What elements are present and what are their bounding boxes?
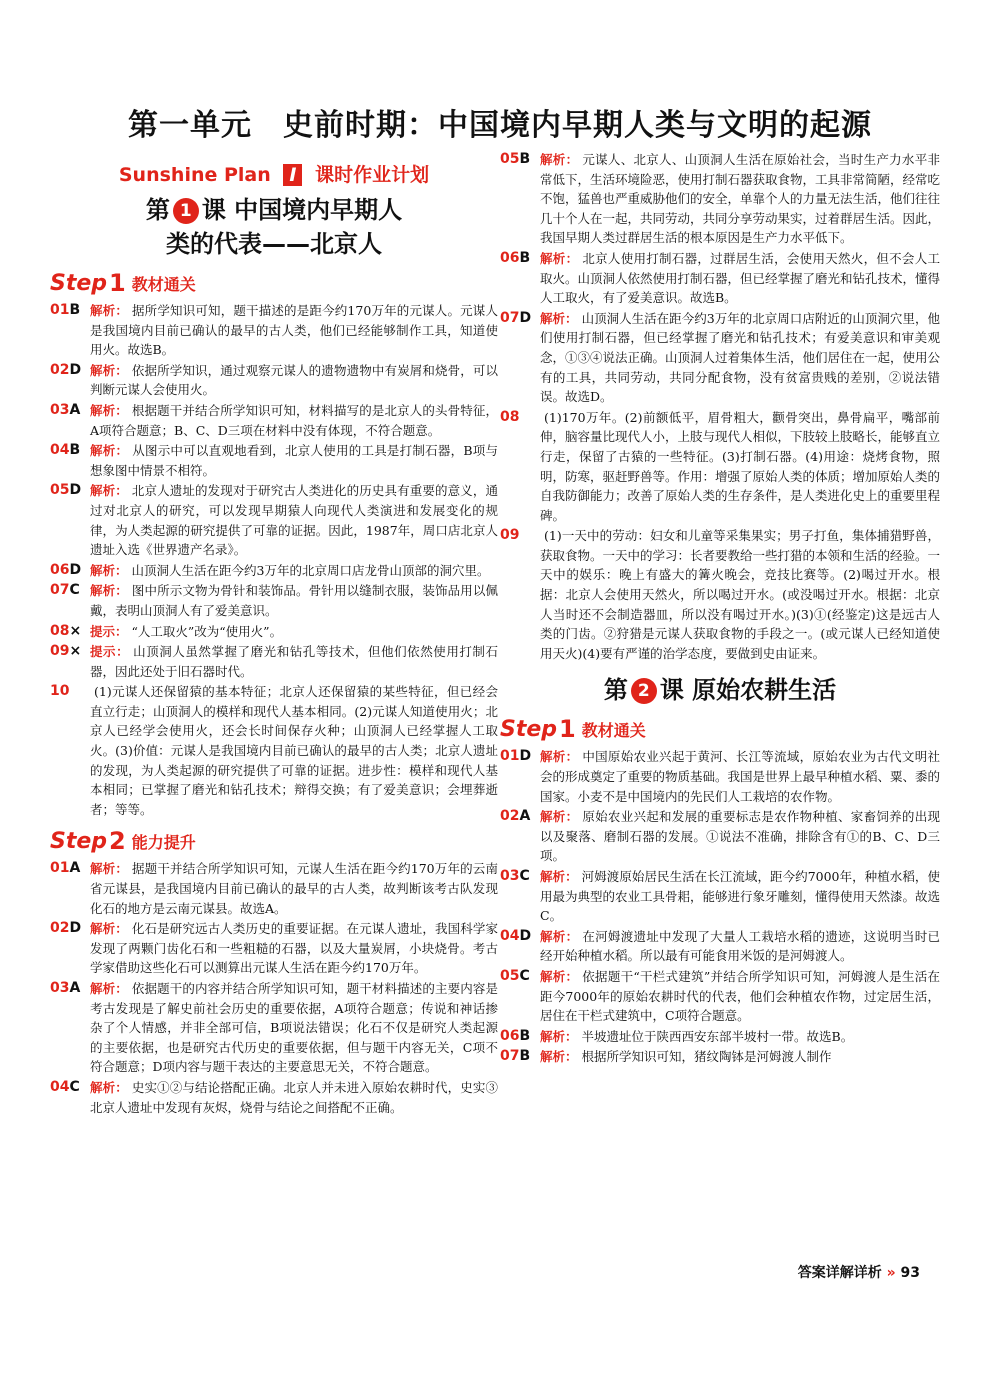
answer-text xyxy=(90,581,498,620)
answer-number xyxy=(500,867,540,926)
step-label: 教材通关 xyxy=(581,720,646,740)
answer-list-right-lesson2 xyxy=(500,747,940,1067)
step-1-header-lesson2 xyxy=(500,715,940,743)
answer-text xyxy=(540,1027,940,1047)
analysis-keyword: 解析： xyxy=(90,483,128,499)
answer-number xyxy=(50,979,90,1077)
analysis-keyword: 解析： xyxy=(540,968,579,984)
answer-text xyxy=(90,441,498,480)
analysis-text: 根据所学知识可知，猪纹陶钵是河姆渡人制作 xyxy=(581,1049,832,1065)
answer-number xyxy=(50,441,90,480)
analysis-keyword: 解析： xyxy=(540,1049,578,1065)
lesson-suffix: 课 xyxy=(659,676,684,705)
answer-text xyxy=(540,249,940,308)
item-answer: B xyxy=(69,302,81,318)
answer-item xyxy=(500,1047,940,1067)
answer-number xyxy=(500,526,540,663)
analysis-keyword: 解析： xyxy=(540,749,579,765)
item-answer: C xyxy=(519,868,530,884)
item-answer: A xyxy=(69,401,81,418)
answer-number xyxy=(50,859,90,918)
item-answer: B xyxy=(519,1048,531,1065)
analysis-keyword: 解析： xyxy=(90,921,128,937)
analysis-text: 依据题干的内容并结合所学知识可知，题干材料描述的主要内容是考古发现是了解史前社会历史的重要依据，A项符合题意；传说和神话掺杂了个人情感，并非全部可信，B项说法错误；化石不仅是研究人类起源的主要依据，也是研究古代历史的重要依据，但与题干内容无关，C项不符合题意；D项内容与题干表达的主要意思无关，不符合题意。 xyxy=(90,981,498,1075)
answer-number xyxy=(50,622,90,642)
lesson-number: 2 xyxy=(631,678,657,704)
analysis-keyword: 解析： xyxy=(90,562,128,578)
answer-number xyxy=(500,249,540,308)
analysis-text: 北京人使用打制石器，过群居生活，会使用天然火，但不会人工取火。山顶洞人依然使用打制石器，但已经掌握了磨光和钻孔技术，懂得人工取火，有了爱美意识。故选B。 xyxy=(540,250,941,306)
analysis-keyword: 解析： xyxy=(90,1079,128,1095)
answer-number xyxy=(500,1047,540,1067)
analysis-text: 据题干并结合所学知识可知，元谋人生活在距今约170万年的云南省元谋县，是我国境内目前已确认的最早的古人类，故判断该考古队发现化石的地方是云南元谋县。故选A。 xyxy=(90,861,498,916)
analysis-keyword: 解析： xyxy=(90,303,129,318)
analysis-text: 依据题干“干栏式建筑”并结合所学知识可知，河姆渡人是生活在距今7000年的原始农耕时代的代表，他们会种植农作物，过定居生活，居住在干栏式建筑中，C项符合题意。 xyxy=(540,968,940,1024)
item-answer: B xyxy=(519,151,531,167)
item-answer: × xyxy=(69,643,82,660)
analysis-text: (1)170万年。(2)前额低平，眉骨粗大，颧骨突出，鼻骨扁平，嘴部前伸，脑容量比现代人小，上肢与现代人相似，下肢较上肢略长，能够直立行走，保留了古猿的一些特征。(3)打制石器。(4)用途：烧烤食物，照明，防寒，驱赶野兽等。作用：增强了原始人类的体质；增加原始人类的自我防御能力；改善了原始人类的生存条件，是人类进化史上的重要里程碑。 xyxy=(540,409,941,523)
analysis-text: 图中所示文物为骨针和装饰品。骨针用以缝制衣服，装饰品用以佩戴，表明山顶洞人有了爱美意识。 xyxy=(90,583,498,618)
footer-arrows: » xyxy=(886,1265,896,1281)
page-title: 第一单元 史前时期：中国境内早期人类与文明的起源 xyxy=(128,108,872,143)
item-id: 05 xyxy=(500,967,520,984)
answer-text xyxy=(540,526,940,663)
answer-number xyxy=(500,309,540,407)
answer-text xyxy=(90,979,498,1077)
item-id: 03 xyxy=(50,980,70,996)
answer-item xyxy=(50,401,498,440)
item-id: 01 xyxy=(50,302,70,318)
answer-number xyxy=(50,1078,90,1117)
analysis-keyword: 解析： xyxy=(90,981,128,996)
item-id: 07 xyxy=(50,582,70,599)
item-answer: D xyxy=(69,561,82,578)
answer-item xyxy=(50,581,498,620)
plan-banner xyxy=(50,160,498,187)
analysis-keyword: 解析： xyxy=(540,928,579,944)
step-label: 教材通关 xyxy=(131,274,196,294)
lesson-prefix: 第 xyxy=(603,676,628,705)
answer-text xyxy=(90,561,498,581)
analysis-text: 山顶洞人生活在距今约3万年的北京周口店龙骨山顶部的洞穴里。 xyxy=(131,562,490,578)
answer-text xyxy=(540,408,940,526)
analysis-text: 山顶洞人虽然掌握了磨光和钻孔等技术，但他们依然使用打制石器，因此还处于旧石器时代。 xyxy=(90,644,498,679)
answer-text xyxy=(90,301,498,360)
item-answer: D xyxy=(69,920,82,937)
lesson-suffix: 课 xyxy=(201,196,226,224)
answer-item xyxy=(500,967,940,1026)
item-id: 06 xyxy=(500,249,520,266)
item-id: 09 xyxy=(50,643,70,660)
item-answer: B xyxy=(69,442,81,459)
answer-item xyxy=(500,408,940,526)
item-answer: D xyxy=(69,361,82,378)
step-word: Step xyxy=(50,270,108,296)
answer-item xyxy=(50,682,498,819)
answer-text xyxy=(90,481,498,559)
analysis-text: “人工取火”改为“使用火”。 xyxy=(131,623,283,639)
item-answer: A xyxy=(69,980,81,996)
item-id: 07 xyxy=(500,1048,520,1065)
item-answer: × xyxy=(69,622,82,639)
analysis-text: 化石是研究远古人类历史的重要证据。在元谋人遗址，我国科学家发现了两颗门齿化石和一些粗糙的石器，以及大量炭屑，小块烧骨。考古学家借助这些化石可以测算出元谋人生活在距今约170万年。 xyxy=(90,921,498,976)
step-number: 1 xyxy=(109,269,126,297)
answer-list-right xyxy=(500,150,940,663)
answer-number xyxy=(50,361,90,400)
answer-item xyxy=(500,150,940,248)
answer-item xyxy=(500,867,940,926)
answer-item xyxy=(50,859,498,918)
analysis-text: 从图示中可以直观地看到，北京人使用的工具是打制石器，B项与想象图中情景不相符。 xyxy=(90,443,498,478)
analysis-keyword: 解析： xyxy=(540,310,578,326)
analysis-text: 河姆渡原始居民生活在长江流域，距今约7000年，种植水稻，使用最为典型的农业工具骨耜，能够进行象牙雕刻，懂得使用天然漆。故选C。 xyxy=(540,869,941,924)
answer-item xyxy=(50,622,498,642)
lesson-1-title xyxy=(50,193,498,261)
item-id: 01 xyxy=(50,860,70,877)
answer-item xyxy=(500,526,940,663)
analysis-text: 元谋人、北京人、山顶洞人生活在原始社会，当时生产力水平非常低下，生活环境险恶，使用打制石器获取食物，工具非常简陋，经常吃不饱，猛兽也严重威胁他们的安全，单靠个人的力量无法生活，他们往往几十个人在一起，共同劳动，共同分享劳动果实，过着群居生活。因此，我国早期人类过群居生活的根本原因是生产力水平低下。 xyxy=(540,152,941,246)
answer-number xyxy=(500,927,540,966)
answer-number xyxy=(50,401,90,440)
answer-text xyxy=(540,150,940,248)
plan-roman: I xyxy=(283,164,302,186)
item-answer: B xyxy=(519,1027,531,1044)
item-id: 08 xyxy=(500,408,520,425)
answer-item xyxy=(50,561,498,581)
item-answer: D xyxy=(519,927,532,944)
answer-text xyxy=(90,682,498,819)
answer-item xyxy=(500,747,940,806)
analysis-keyword: 解析： xyxy=(540,152,579,167)
answer-text xyxy=(540,1047,940,1067)
lesson-2-title xyxy=(500,673,940,707)
item-answer: C xyxy=(69,1078,80,1095)
answer-text xyxy=(540,927,940,966)
item-id: 02 xyxy=(500,808,520,825)
step-word: Step xyxy=(500,716,558,742)
item-answer: D xyxy=(519,748,532,765)
footer xyxy=(798,1262,920,1282)
analysis-text: 北京人遗址的发现对于研究古人类进化的历史具有重要的意义，通过对北京人的研究，可以发现早期猿人向现代人类演进和发展变化的规律，为人类起源的研究提供了可靠的证据。因此，1987年，周口店北京人遗址入选《世界遗产名录》。 xyxy=(90,483,498,558)
answer-item xyxy=(50,919,498,978)
item-id: 04 xyxy=(50,442,70,459)
item-id: 05 xyxy=(50,482,70,499)
answer-text xyxy=(90,919,498,978)
answer-item xyxy=(500,807,940,866)
answer-text xyxy=(90,859,498,918)
answer-text xyxy=(540,867,940,926)
answer-number xyxy=(500,747,540,806)
item-answer: C xyxy=(519,967,530,984)
answer-text xyxy=(540,807,940,866)
analysis-text: 半坡遗址位于陕西西安东部半坡村一带。故选B。 xyxy=(581,1028,854,1044)
analysis-keyword: 解析： xyxy=(540,250,579,266)
step-label: 能力提升 xyxy=(131,832,196,852)
answer-item xyxy=(50,441,498,480)
item-id: 06 xyxy=(50,561,70,578)
answer-text xyxy=(540,747,940,806)
answer-item xyxy=(50,301,498,360)
answer-number xyxy=(50,581,90,620)
lesson-prefix: 第 xyxy=(145,196,170,224)
analysis-text: 依据所学知识，通过观察元谋人的遗物遗物中有炭屑和烧骨，可以判断元谋人会使用火。 xyxy=(90,362,498,398)
plan-brand: Sunshine Plan xyxy=(118,164,271,186)
answer-text xyxy=(540,967,940,1026)
answer-item xyxy=(50,642,498,681)
answer-item xyxy=(500,1027,940,1047)
analysis-keyword: 解析： xyxy=(540,1028,578,1044)
answer-item xyxy=(500,309,940,407)
item-answer: A xyxy=(519,808,531,825)
answer-number xyxy=(50,561,90,581)
plan-label: 课时作业计划 xyxy=(315,164,430,186)
right-column xyxy=(500,150,940,1068)
analysis-text: 原始农业兴起和发展的重要标志是农作物种植、家畜饲养的出现以及聚落、磨制石器的发展。①说法不准确，排除含有①的B、C、D三项。 xyxy=(540,809,940,864)
answer-number xyxy=(50,481,90,559)
item-id: 03 xyxy=(500,868,520,884)
item-id: 06 xyxy=(500,1027,520,1044)
item-id: 05 xyxy=(500,151,520,167)
analysis-text: 史实①②与结论搭配正确。北京人并未进入原始农耕时代，史实③北京人遗址中发现有灰烬，烧骨与结论之间搭配不正确。 xyxy=(90,1079,498,1115)
answer-list-left xyxy=(50,301,498,819)
item-id: 04 xyxy=(50,1078,70,1095)
analysis-text: 中国原始农业兴起于黄河、长江等流域，原始农业为古代文明社会的形成奠定了重要的物质基础。我国是世界上最早种植水稻、粟、黍的国家。小麦不是中国境内的先民们人工栽培的农作物。 xyxy=(540,749,941,804)
item-answer: B xyxy=(519,249,531,266)
item-id: 03 xyxy=(50,401,70,418)
item-answer: D xyxy=(519,309,532,326)
answer-number xyxy=(50,919,90,978)
item-id: 02 xyxy=(50,361,70,378)
answer-item xyxy=(50,1078,498,1117)
analysis-text: 据所学知识可知，题干描述的是距今约170万年的元谋人。元谋人是我国境内目前已确认的最早的古人类，他们已经能够制作工具，知道使用火。故选B。 xyxy=(90,303,498,358)
item-id: 01 xyxy=(500,748,520,765)
analysis-keyword: 解析： xyxy=(540,869,578,884)
analysis-text: 山顶洞人生活在距今约3万年的北京周口店附近的山顶洞穴里，他们使用打制石器，但已经掌握了磨光和钻孔技术；有爱美意识和审美观念，①③④说法正确。山顶洞人过着集体生活，他们居住在一起，使用公有的工具，共同劳动，共同分配食物，没有贫富贵贱的差别，②说法错误。故选D。 xyxy=(540,310,941,405)
lesson-title-line1: 中国境内早期人 xyxy=(234,196,403,224)
item-id: 07 xyxy=(500,309,520,326)
analysis-keyword: 解析： xyxy=(90,861,129,877)
answer-text xyxy=(90,642,498,681)
footer-label: 答案详解详析 xyxy=(797,1265,882,1281)
analysis-keyword: 解析： xyxy=(90,583,128,599)
page-number: 93 xyxy=(900,1265,920,1281)
analysis-keyword: 解析： xyxy=(90,443,129,459)
answer-text xyxy=(540,309,940,407)
answer-text xyxy=(90,361,498,400)
step-2-header xyxy=(50,827,498,855)
answer-number xyxy=(500,408,540,526)
step-word: Step xyxy=(50,828,108,854)
answer-item xyxy=(500,249,940,308)
analysis-text: 在河姆渡遗址中发现了大量人工栽培水稻的遗迹，这说明当时已经开始种植水稻。所以最有可能食用米饭的是河姆渡人。 xyxy=(540,928,940,964)
answer-item xyxy=(500,927,940,966)
step-number: 1 xyxy=(559,715,576,744)
step-1-header xyxy=(50,269,498,297)
answer-list-left-step2 xyxy=(50,859,498,1117)
item-id: 10 xyxy=(50,683,70,700)
item-id: 04 xyxy=(500,927,520,944)
answer-item xyxy=(50,361,498,400)
analysis-text: 根据题干并结合所学知识可知，材料描写的是北京人的头骨特征，A项符合题意；B、C、D三项在材料中没有体现，不符合题意。 xyxy=(90,402,498,438)
answer-number xyxy=(500,967,540,1026)
item-id: 09 xyxy=(500,527,520,544)
analysis-text: (1)元谋人还保留猿的基本特征；北京人还保留猿的某些特征，但已经会直立行走；山顶洞人的模样和现代人基本相同。(2)元谋人知道使用火；北京人已经学会使用火，还会长时间保存火种；山顶洞人已经掌握人工取火。(3)价值：元谋人是我国境内目前已确认的最早的古人类；北京人遗址的发现，为人类起源的研究提供了可靠的证据。进步性：模样和现代人基本相同；已掌握了磨光和钻孔技术；辩得交换；有了爱美意识；会埋葬逝者；等等。 xyxy=(90,684,498,817)
analysis-keyword: 解析： xyxy=(540,809,579,825)
answer-text xyxy=(90,1078,498,1117)
analysis-text: (1)一天中的劳动：妇女和儿童等采集果实；男子打鱼，集体捕猎野兽，获取食物。一天中的学习：长者要教给一些打猎的本领和生活的经验。一天中的娱乐：晚上有盛大的篝火晚会，竞技比赛等。(2)喝过开水。根据：北京人会使用天然火，所以喝过开水。(或没喝过开水。根据：北京人当时还不会制造器皿，所以没有喝过开水。)(3)①(经鉴定)这是远古人类的门齿。②狩猎是元谋人获取食物的手段之一。(或元谋人已经知道使用天火)(4)要有严谨的治学态度，要做到史由证来。 xyxy=(540,528,941,661)
item-answer: C xyxy=(69,582,80,599)
answer-number xyxy=(500,807,540,866)
left-column xyxy=(50,160,498,1118)
lesson-number: 1 xyxy=(173,198,199,224)
step-number: 2 xyxy=(109,827,126,856)
answer-number xyxy=(50,682,90,819)
answer-item xyxy=(50,979,498,1077)
item-id: 08 xyxy=(50,622,70,639)
lesson-title-line2: 类的代表——北京人 xyxy=(166,230,382,258)
analysis-keyword: 提示： xyxy=(90,644,130,660)
answer-number xyxy=(500,1027,540,1047)
lesson-title: 原始农耕生活 xyxy=(692,676,837,705)
answer-number xyxy=(50,642,90,681)
analysis-keyword: 提示： xyxy=(90,623,128,639)
answer-item xyxy=(50,481,498,559)
item-id: 02 xyxy=(50,920,70,937)
answer-text xyxy=(90,401,498,440)
answer-number xyxy=(500,150,540,248)
analysis-keyword: 解析： xyxy=(90,402,128,418)
answer-number xyxy=(50,301,90,360)
analysis-keyword: 解析： xyxy=(90,362,128,378)
item-answer: D xyxy=(69,482,82,499)
answer-text xyxy=(90,622,498,642)
item-answer: A xyxy=(69,860,81,877)
